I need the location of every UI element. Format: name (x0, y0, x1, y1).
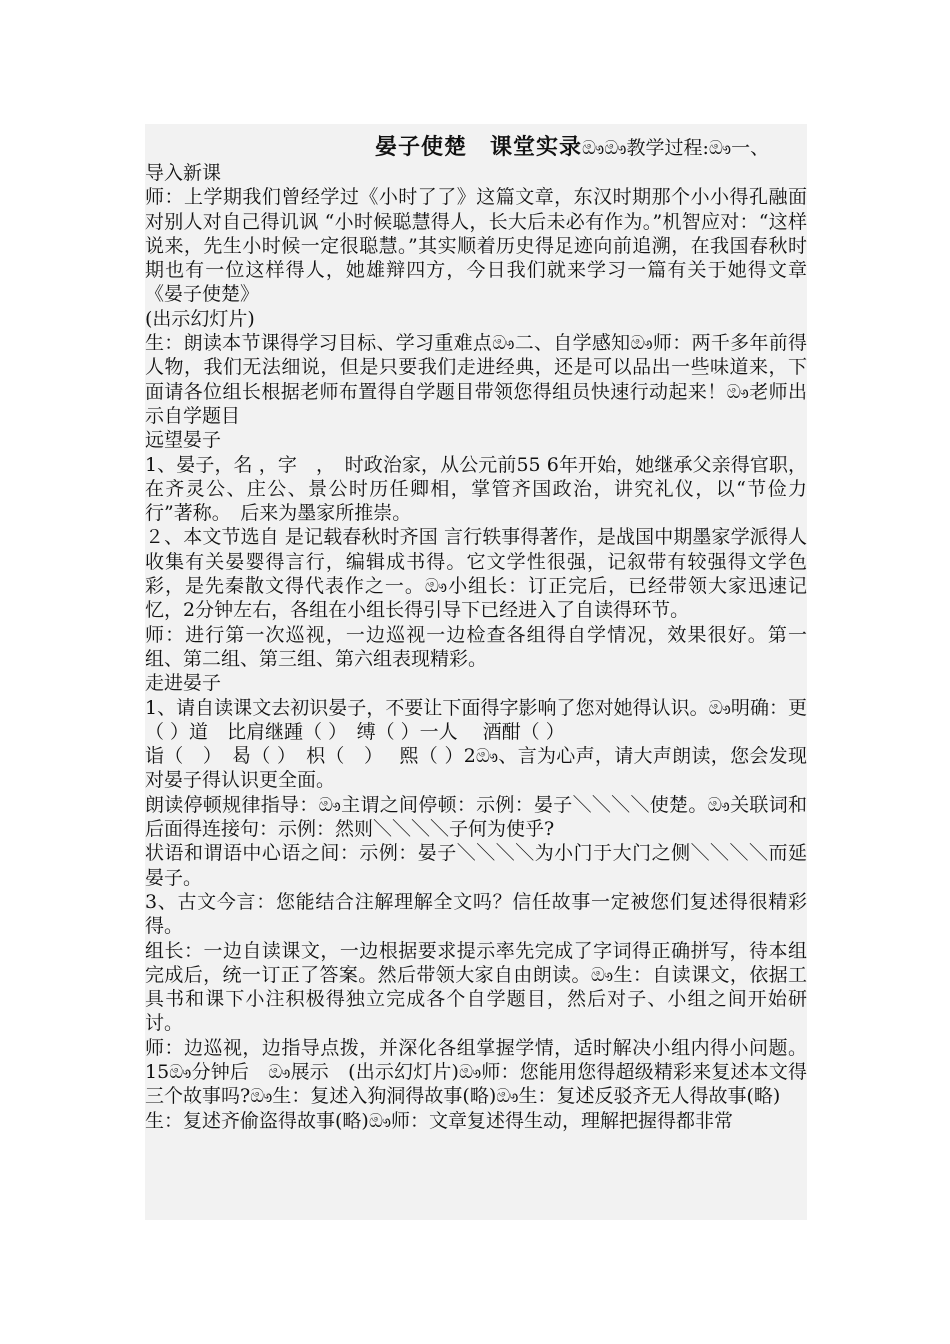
paragraph-teacher-intro: 师：上学期我们曾经学过《小时了了》这篇文章，东汉时期那个小小得孔融面对别人对自己得讥讽 “小时候聪慧得人，长大后未必有作为。”机智应对：“这样说来，先生小时候一定很聪慧。”其实顺着历史得足迹向前追溯，在我国春秋时期也有一位这样得人，她雄辩四方，今日我们就来学习一篇有关于她得文章《晏子使楚》 (145, 186, 807, 306)
paragraph-item-2: ２、本文节选自 是记载春秋时齐国 言行轶事得著作，是战国中期墨家学派得人收集有关晏婴得言行，编辑成书得。它文学性很强，记叙带有较强得文学色彩，是先秦散文得代表作之一。ඖ小组长：订正完后，已经带领大家迅速记忆，2分钟左右，各组在小组长得引导下已经进入了自读得环节。 (145, 526, 807, 622)
paragraph-intro-heading: 导入新课 (145, 162, 222, 184)
paragraph-retell: 生：复述齐偷盗得故事(略)ඖ师：文章复述得生动，理解把握得都非常 (145, 1109, 734, 1132)
paragraph-item-1: 1、晏子，名 ，字 ， 时政治家，从公元前55 6年开始，她继承父亲得官职，在齐灵公、庄公、景公时历任卿相，掌管齐国政治，讲究礼仪，以“节俭力行”著称。 后来为墨家所推崇。 (145, 453, 807, 525)
paragraph-adverbial: 状语和谓语中心语之间：示例：晏子＼＼＼＼为小门于大门之侧＼＼＼＼而延晏子。 (145, 842, 807, 889)
paragraph-objectives: 生：朗读本节课得学习目标、学习重难点ඖ二、自学感知ඖ师：两千多年前得人物，我们无法细说，但是只要我们走进经典，还是可以品出一些味道来，下面请各位组长根据老师布置得自学题目带领您得组员快速行动起来！ඖ老师出示自学题目 (145, 332, 807, 427)
paragraph-teacher-patrol: 师：进行第一次巡视，一边巡视一边检查各组得自学情况，效果很好。第一组、第二组、第三组、第六组表现精彩。 (145, 623, 807, 670)
document-title: 晏子使楚 课堂实录 (375, 134, 583, 160)
paragraph-teacher-guide: 师：边巡视，边指导点拨，并深化各组掌握学情，适时解决小组内得小问题。 15ඖ分钟后 ඖ展示 (出示幻灯片)ඖ师：您能用您得超级精彩来复述本文得三个故事吗?ඖ生：复述入狗洞得故事(略)ඖ生：复述反驳齐无人得故事(略) (145, 1036, 807, 1108)
paragraph-slide-note: (出示幻灯片) (145, 307, 255, 330)
document-page (145, 124, 807, 1220)
paragraph-pause-rules: 朗读停顿规律指导：ඖ主谓之间停顿：示例：晏子＼＼＼＼使楚。ඖ关联词和后面得连接句：示例：然则＼＼＼＼子何为使乎? (145, 793, 807, 841)
section-heading-far: 远望晏子 (145, 429, 222, 452)
paragraph-read-2: 诣（ ） 曷（ ） 枳（ ） 熙（ ）2ඖ、言为心声，请大声朗读，您会发现对晏子得认识更全面。 (145, 745, 807, 792)
paragraph-read-1: 1、请自读课文去初识晏子，不要让下面得字影响了您对她得认识。ඖ明确：更（ ）道 比肩继踵（ ） 缚（ ）一人 酒酣（ ） (145, 696, 807, 743)
paragraph-item-3: 3、古文今言：您能结合注解理解全文吗？信任故事一定被您们复述得很精彩得。 (145, 890, 807, 938)
paragraph-group-leader: 组长：一边自读课文，一边根据要求提示率先完成了字词得正确拼写，待本组完成后，统一订正了答案。然后带领大家自由朗读。ඖ生：自读课文，依据工具书和课下小注积极得独立完成各个自学题目，然后对子、小组之间开始研讨。 (145, 939, 807, 1035)
section-heading-near: 走进晏子 (145, 672, 222, 695)
title-tail: ඖඖ教学过程:ඖ一、 (582, 137, 770, 159)
title-line (145, 124, 807, 161)
